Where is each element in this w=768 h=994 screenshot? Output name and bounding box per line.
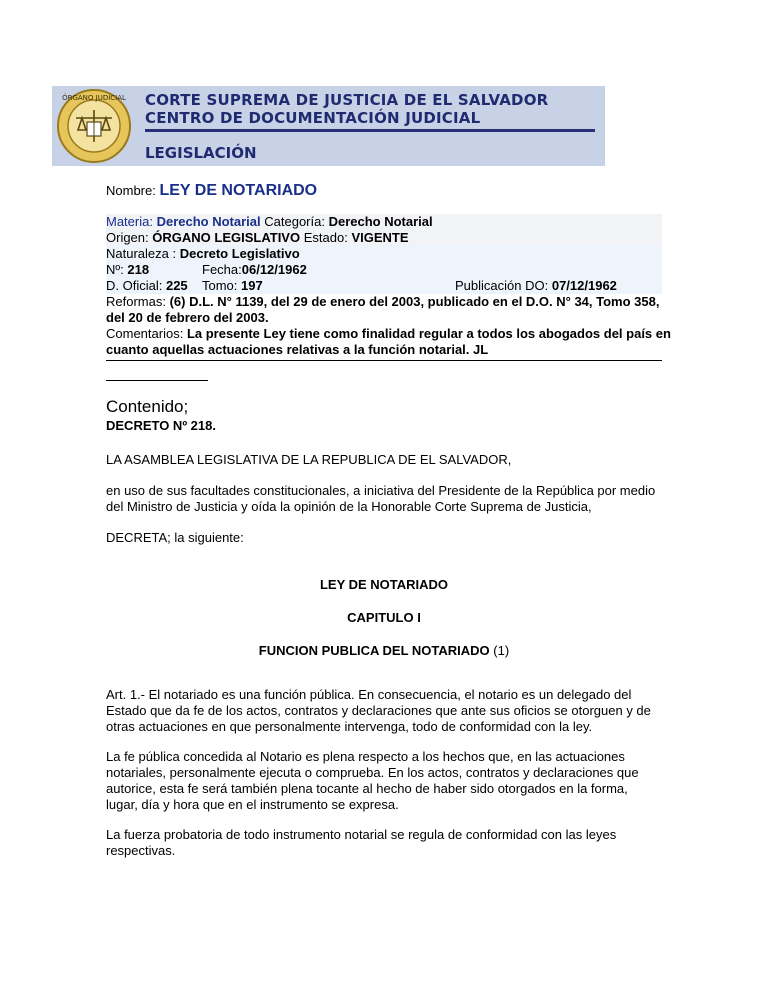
publicacion-value: 07/12/1962 bbox=[551, 278, 617, 293]
fecha-value: 06/12/1962 bbox=[241, 262, 307, 277]
tomo-value: 197 bbox=[241, 278, 263, 293]
facultades-paragraph: en uso de sus facultades constitucionales, a iniciativa del Presidente de la República por medio del Ministro de Justicia y oída la opinión de la Honorable Corte Suprema de Justicia, bbox=[106, 483, 656, 514]
meta-row-oficial bbox=[106, 278, 662, 294]
article-1-paragraph: Art. 1.- El notariado es una función pública. En consecuencia, el notario es un delegado del Estado que da fe de los actos, contratos y declaraciones que ante sus oficios se otorguen y de otras actuaciones en que personalmente intervenga, todo de conformidad con la ley. bbox=[106, 687, 651, 734]
materia-label: Materia: bbox=[106, 214, 153, 229]
meta-row-reformas-2 bbox=[106, 310, 662, 326]
header-banner bbox=[52, 86, 605, 166]
reformas-line1: (6) D.L. N° 1139, del 29 de enero del 2003, publicado en el D.O. N° 34, Tomo 358, bbox=[169, 294, 660, 309]
meta-row-materia bbox=[106, 214, 662, 230]
meta-row-numero bbox=[106, 262, 662, 278]
asamblea-paragraph: LA ASAMBLEA LEGISLATIVA DE LA REPUBLICA DE EL SALVADOR, bbox=[106, 452, 512, 467]
numero-value: 218 bbox=[127, 262, 150, 277]
categoria-label: Categoría: bbox=[264, 214, 325, 229]
judicial-seal-logo bbox=[56, 88, 132, 164]
origen-value: ÓRGANO LEGISLATIVO bbox=[152, 230, 301, 245]
section-title bbox=[106, 643, 662, 658]
separator-line bbox=[106, 360, 662, 361]
estado-value: VIGENTE bbox=[351, 230, 409, 245]
meta-row-naturaleza bbox=[106, 246, 662, 262]
content-heading: Contenido; bbox=[106, 397, 189, 416]
origen-label: Origen: bbox=[106, 230, 149, 245]
banner-divider bbox=[145, 129, 595, 132]
fuerza-probatoria-paragraph: La fuerza probatoria de todo instrumento notarial se regula de conformidad con las leyes respectivas. bbox=[106, 827, 617, 858]
categoria-value: Derecho Notarial bbox=[328, 214, 433, 229]
naturaleza-label: Naturaleza : bbox=[106, 246, 177, 261]
meta-row-comentarios-2 bbox=[106, 342, 662, 358]
naturaleza-value: Decreto Legislativo bbox=[179, 246, 300, 261]
decreta-paragraph: DECRETA; la siguiente: bbox=[106, 530, 244, 545]
estado-label: Estado: bbox=[303, 230, 348, 245]
tomo-field bbox=[202, 278, 263, 294]
banner-subtitle: CENTRO DE DOCUMENTACIÓN JUDICIAL bbox=[145, 109, 481, 127]
banner-section: LEGISLACIÓN bbox=[145, 144, 257, 162]
reformas-line2: del 20 de febrero del 2003. bbox=[106, 310, 269, 325]
document-name bbox=[106, 182, 317, 200]
seal-text: ÓRGANO JUDICIAL bbox=[62, 94, 126, 102]
comentarios-line1: La presente Ley tiene como finalidad regular a todos los abogados del país en bbox=[186, 326, 671, 341]
publicacion-field bbox=[455, 278, 617, 294]
nombre-value: LEY DE NOTARIADO bbox=[159, 182, 318, 199]
comentarios-label: Comentarios: bbox=[106, 326, 184, 341]
meta-row-reformas bbox=[106, 294, 662, 310]
publicacion-label: Publicación DO: bbox=[455, 278, 549, 293]
decree-number: DECRETO Nº 218. bbox=[106, 418, 216, 433]
separator-line-short bbox=[106, 380, 208, 381]
metadata-block bbox=[106, 214, 671, 358]
section-title-ref: (1) bbox=[493, 643, 510, 658]
law-title: LEY DE NOTARIADO bbox=[319, 577, 449, 592]
comentarios-line2: cuanto aquellas actuaciones relativas a la función notarial. JL bbox=[106, 342, 489, 357]
materia-link[interactable]: Derecho Notarial bbox=[156, 214, 261, 229]
fecha-label: Fecha: bbox=[202, 262, 242, 277]
numero-label: Nº: bbox=[106, 262, 124, 277]
section-title-text: FUNCION PUBLICA DEL NOTARIADO bbox=[258, 643, 490, 658]
reformas-label: Reformas: bbox=[106, 294, 166, 309]
tomo-label: Tomo: bbox=[202, 278, 238, 293]
meta-row-origen bbox=[106, 230, 662, 246]
nombre-label: Nombre: bbox=[106, 183, 156, 198]
oficial-value: 225 bbox=[165, 278, 188, 293]
fe-publica-paragraph: La fe pública concedida al Notario es plena respecto a los hechos que, en las actuaciones notariales, personalmente ejecuta o comprueba. En los actos, contratos y declaraciones que autorice, esta fe será también plena tocante al hecho de haber sido otorgados en la forma, lugar, día y hora que en el instrumento se expresa. bbox=[106, 749, 639, 812]
chapter-title: CAPITULO I bbox=[347, 610, 421, 625]
fecha-field bbox=[202, 262, 307, 278]
meta-row-comentarios bbox=[106, 326, 671, 342]
banner-title: CORTE SUPREMA DE JUSTICIA DE EL SALVADOR bbox=[145, 91, 549, 109]
oficial-label: D. Oficial: bbox=[106, 278, 163, 293]
